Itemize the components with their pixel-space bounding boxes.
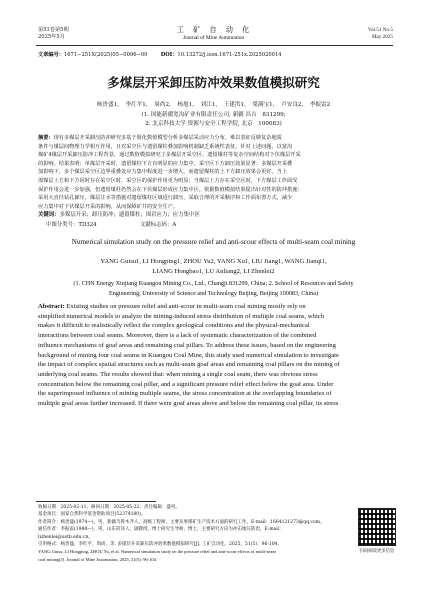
corresponding-email[interactable]: lizhenlei@ustb.edu.cn。	[38, 534, 93, 540]
doi-label: DOI：	[160, 52, 178, 58]
abstract-zh-line: 现有多煤层开采卸压防冲研究多基于简化数值模型分析多煤层采动应力分布，难以表征反映复杂地质	[53, 135, 282, 141]
abstract-en	[38, 302, 394, 409]
affiliation-zh-2: 2. 北京科技大学 资源与安全工程学院, 北京 100083)	[145, 121, 282, 127]
abstract-zh-line: 的影响。结果表明：单煤层开采时，遗留煤柱下方有明显的应力集中，采空区下方卸压效果显著；多煤层开采叠	[38, 160, 293, 167]
doi-value[interactable]: 10.13272/j.issn.1671-251x.2025020014	[177, 52, 282, 58]
fund-info: 基金项目：国家自然科学基金资助项目(52374180)。	[38, 512, 146, 518]
abstract-en-line: influence mechanisms of goaf areas and remaining coal pillars. To address these issues, based on the engineering	[38, 341, 336, 349]
page-title: 多煤层开采卸压防冲效果数值模拟研究	[107, 75, 320, 90]
abstract-zh-line: 保护作用会进一步加强，但遗留煤柱仍然会在下伏煤层形成应力集中区。依据数值模拟结果提出针对性的防冲措施：	[38, 186, 303, 193]
abstract-en-line: concentration below the remaining coal pillar, and a significant pressure relief effect below the goaf area. Under	[38, 380, 334, 388]
volume-issue-line: 第51卷第5期	[38, 27, 69, 33]
footnotes	[38, 504, 354, 563]
abstract-en-line: underlying coal seams. The results showed that: when mining a single coal seam, there was obvious stress	[38, 370, 318, 378]
header-rule	[36, 45, 393, 46]
affiliation-zh-1: (1. 国能新疆宽沟矿业有限责任公司, 新疆 昌吉 831299;	[141, 112, 286, 118]
affiliation-en-1: (1. CHN Energy Xinjiang Kuangou Mining Co., Ltd., Changji 831299, China; 2. School of Resources and Safety	[73, 280, 354, 287]
article-number: 1671−251X(2025)05−0096−09	[63, 52, 148, 58]
journal-header	[0, 25, 427, 41]
doc-code-label: 文献标志码：	[140, 222, 173, 228]
authors-en-line-2: LIANG Hongbao1, LU Anliang2, LI Zhenlei2	[152, 268, 275, 275]
abstract-en-line: Existing studies on pressure relief and anti-scour in multi-seam coal mining mostly rely on	[66, 303, 306, 310]
keywords-zh	[38, 212, 200, 219]
abstract-en-line: interactions between coal seams. Moreover, there is a lack of systematic characterization of the combined	[38, 332, 317, 340]
citation-en-1: YANG Guisu, LI Hongping, ZHOU Yu, et al. Numerical simulation study on the pressure relief and anti-scour effects of multi-seam	[38, 549, 276, 555]
keywords-zh-value: 多煤层开采；卸压防冲；遗留煤柱；围岩应力；应力集中区	[59, 212, 200, 218]
issue-date: 2025年5月	[38, 34, 65, 40]
abstract-zh	[38, 134, 394, 211]
journal-name-zh: 工 矿 自 动 化	[176, 25, 251, 34]
author-bio: 作者简介：杨贵盛(1974—)，男，新疆乌鲁木齐人，高级工程师，主要从事煤矿生产技术方面的研究工作，E-mail：1664121273@qq.com。	[38, 519, 325, 525]
abstract-zh-line: 加影响下，多个煤层采空区边界重叠处应力集中程度进一步增大，而遗留煤柱的上下方卸压效果会更好。当上	[38, 169, 288, 176]
volume-issue-en	[368, 27, 393, 41]
clc-label: 中图分类号：	[46, 222, 79, 228]
abstract-en-line: makes it difficult to realistically reflect the complex geological conditions and the physical-mechanical	[38, 322, 310, 330]
abstract-zh-line: 应力集中对下伏煤层开采的影响，从而保障矿井的安全生产。	[38, 203, 179, 210]
doc-code-value: A	[172, 222, 177, 228]
abstract-en-line: the superimposed influence of mining multiple seams, the stress concentration at the overlapping boundaries of	[38, 390, 332, 398]
abstract-zh-line: 煤矿4煤层开采卸压防冲工程背景，通过数值模拟研究了多煤层开采空区、遗留煤柱等复杂空间结构对下伏煤层开采	[38, 152, 301, 159]
footnote-rule	[36, 501, 156, 502]
title-en: Numerical simulation study on the pressure relief and anti-scour effects of multi-seam coal mining	[71, 238, 356, 246]
authors-en	[0, 257, 427, 277]
abstract-zh-label: 摘要：	[38, 135, 54, 141]
affiliation-en-2: Engineering, University of Science and Technology Beijing, Beijing 100083, China)	[108, 289, 319, 297]
authors-en-line-1: YANG Guisu1, LI Hongping1, ZHOU Yu2, YANG Xu1, LIU Jiang1, WANG Jianqi1,	[100, 258, 327, 265]
abstract-en-line: the impact of complex spatial structures such as multi-seam goaf areas and remaining coal pillars on the mining of	[38, 361, 340, 369]
abstract-en-line: background of mining four coal seams in Kuangou Coal Mine, this study used numerical simulation to investigate	[38, 351, 339, 359]
qr-code-icon[interactable]	[358, 508, 396, 546]
abstract-en-line: simplified numerical models to analyze the mining-induced stress distribution of multiple coal seams, which	[38, 312, 325, 320]
classification-line	[46, 222, 176, 229]
affiliations-en	[0, 279, 427, 298]
qr-caption: 扫码阅读更多信息	[359, 549, 395, 554]
abstract-zh-line: 条件与煤层间物理力学相互作用，且对采空区与遗留煤柱叠加影响机制缺乏系统性表征。针对上述问题，以宽沟	[38, 143, 293, 150]
article-number-label: 文章编号：	[38, 52, 64, 58]
journal-name-en: Journal of Mine Automation	[182, 35, 245, 41]
abstract-en-label: Abstract:	[38, 303, 65, 310]
citation-en-2: coal mining[J]. Journal of Mine Automation, 2025, 51(5): 96-104.	[38, 556, 157, 562]
abstract-zh-line: 部煤层上方和下方同时存在采空区时，采空区的保护作用更为明显；当煤层上方存在采空区时，下方煤层工作面受	[38, 177, 298, 184]
received-date: 收稿日期：2025-02-11；修回日期：2025-05-22；责任编辑：盛男。	[38, 505, 180, 510]
issue-date-en: May 2025	[371, 34, 393, 40]
citation-zh: 引用格式：杨贵盛，李红平，周尚，等. 多煤层开采卸压防冲效果数值模拟研究[J]. 工矿自动化，2025，51(5)：96-104.	[38, 542, 279, 548]
affiliations-zh	[0, 111, 427, 129]
volume-issue-en-line: Vol.51 No.5	[367, 27, 393, 33]
clc-value: TD324	[78, 222, 97, 228]
keywords-zh-label: 关键词：	[38, 212, 60, 218]
abstract-en-line: multiple goaf areas further increased. If there were goaf areas above and below the remaining coal pillar, its stress	[38, 400, 339, 408]
article-number-line	[38, 52, 282, 59]
corresponding-author: 通信作者：李振雷(1988—)，男，山东菏泽人，副教授，博士研究生导师，博士，主要研究方向为冲击地压防治，E-mail：	[38, 527, 284, 533]
abstract-zh-line: 采用大直径钻孔卸压、煤层注水等措施对遗留煤柱区域进行卸压，采取合理的开采顺序和工作面布置方式，减少	[38, 195, 293, 202]
authors-zh: 杨贵盛1， 李红平1， 周尚2， 杨旭1， 刘江1， 王建洪1， 梁满宝1， 卢安良2， 李振雷2	[96, 102, 331, 108]
